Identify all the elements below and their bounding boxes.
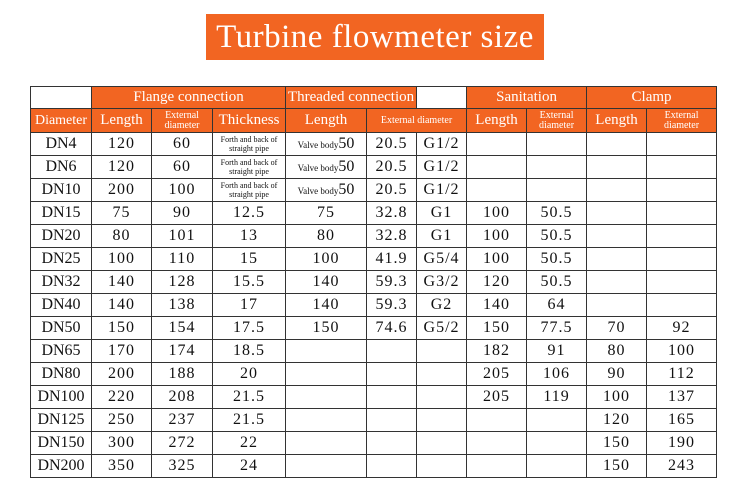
cell-flange-length: 80 [92,225,152,248]
group-blank-thread [417,87,467,109]
cell-flange-external-diameter: 90 [152,202,213,225]
cell-clamp-length: 100 [587,386,647,409]
cell-sanitation-length: 205 [467,386,527,409]
cell-sanitation-external-diameter: 91 [527,340,587,363]
valve-body-label: Valve body [297,163,339,173]
page-title: Turbine flowmeter size [206,14,544,60]
cell-flange-length: 140 [92,271,152,294]
cell-threaded-length: 140 [286,271,367,294]
cell-threaded-length [286,432,367,455]
cell-clamp-external-diameter: 92 [647,317,717,340]
cell-threaded-length [286,363,367,386]
cell-clamp-external-diameter: 243 [647,455,717,478]
cell-threaded-external-diameter [367,432,417,455]
cell-flange-external-diameter: 128 [152,271,213,294]
cell-sanitation-length [467,409,527,432]
cell-clamp-length: 120 [587,409,647,432]
cell-clamp-external-diameter [647,179,717,202]
cell-thickness: 12.5 [213,202,286,225]
cell-threaded-external-diameter: 20.5 [367,179,417,202]
group-flange: Flange connection [92,87,286,109]
cell-clamp-length: 90 [587,363,647,386]
cell-threaded-external-diameter: 32.8 [367,225,417,248]
cell-thickness: Forth and back of straight pipe [213,156,286,179]
table-row [31,225,717,248]
threaded-length-value: 50 [338,158,355,175]
cell-clamp-external-diameter [647,202,717,225]
table-row [31,432,717,455]
cell-clamp-external-diameter: 137 [647,386,717,409]
cell-sanitation-length: 205 [467,363,527,386]
cell-thread [417,340,467,363]
table-row [31,179,717,202]
group-threaded: Threaded connection [286,87,417,109]
cell-sanitation-external-diameter: 64 [527,294,587,317]
cell-sanitation-length: 140 [467,294,527,317]
cell-thickness: 17 [213,294,286,317]
header-sanitation-length: Length [467,109,527,133]
cell-threaded-length [286,455,367,478]
cell-sanitation-length [467,179,527,202]
cell-threaded-length: 75 [286,202,367,225]
cell-diameter: DN80 [31,363,92,386]
cell-thickness: 15.5 [213,271,286,294]
cell-thickness: Forth and back of straight pipe [213,179,286,202]
table-row [31,156,717,179]
cell-flange-external-diameter: 325 [152,455,213,478]
cell-sanitation-length: 150 [467,317,527,340]
cell-flange-length: 75 [92,202,152,225]
cell-threaded-length [286,340,367,363]
cell-flange-external-diameter: 60 [152,133,213,156]
cell-flange-external-diameter: 188 [152,363,213,386]
header-flange-length: Length [92,109,152,133]
cell-clamp-length [587,294,647,317]
header-flange-external-diameter: External diameter [152,109,213,133]
cell-sanitation-length [467,133,527,156]
cell-flange-length: 200 [92,363,152,386]
cell-clamp-length [587,225,647,248]
cell-clamp-length [587,202,647,225]
cell-diameter: DN25 [31,248,92,271]
cell-clamp-external-diameter: 112 [647,363,717,386]
header-sanitation-external-diameter: External diameter [527,109,587,133]
size-table [30,86,717,478]
cell-threaded-length: 100 [286,248,367,271]
cell-flange-external-diameter: 100 [152,179,213,202]
group-blank-diameter [31,87,92,109]
cell-threaded-length: 80 [286,225,367,248]
cell-sanitation-external-diameter [527,179,587,202]
cell-threaded-length [286,179,367,202]
cell-threaded-external-diameter: 32.8 [367,202,417,225]
cell-threaded-length [286,386,367,409]
cell-diameter: DN65 [31,340,92,363]
cell-threaded-length: 150 [286,317,367,340]
cell-thickness: 20 [213,363,286,386]
table-row [31,248,717,271]
cell-thickness: 21.5 [213,409,286,432]
cell-clamp-length [587,248,647,271]
cell-clamp-length: 150 [587,455,647,478]
cell-sanitation-external-diameter [527,156,587,179]
header-clamp-length: Length [587,109,647,133]
cell-sanitation-external-diameter [527,409,587,432]
cell-sanitation-external-diameter: 77.5 [527,317,587,340]
cell-thickness: 18.5 [213,340,286,363]
cell-thread: G1/2 [417,133,467,156]
cell-diameter: DN20 [31,225,92,248]
cell-diameter: DN15 [31,202,92,225]
cell-clamp-external-diameter [647,156,717,179]
cell-clamp-length: 150 [587,432,647,455]
table-row [31,271,717,294]
header-diameter: Diameter [31,109,92,133]
cell-sanitation-length: 100 [467,248,527,271]
cell-threaded-external-diameter [367,409,417,432]
cell-diameter: DN100 [31,386,92,409]
cell-sanitation-length [467,156,527,179]
cell-threaded-external-diameter [367,386,417,409]
cell-diameter: DN125 [31,409,92,432]
cell-thread: G1/2 [417,179,467,202]
cell-threaded-length: 140 [286,294,367,317]
cell-thread: G5/2 [417,317,467,340]
table-row [31,340,717,363]
title-wrap [0,14,750,60]
cell-thread: G3/2 [417,271,467,294]
cell-clamp-length [587,179,647,202]
table-row [31,386,717,409]
cell-flange-length: 170 [92,340,152,363]
cell-threaded-external-diameter: 74.6 [367,317,417,340]
cell-clamp-length [587,133,647,156]
valve-body-label: Valve body [297,140,339,150]
cell-clamp-length [587,271,647,294]
table-body [31,133,717,478]
cell-threaded-external-diameter [367,363,417,386]
header-threaded-external-diameter: External diameter [367,109,467,133]
cell-thickness: 15 [213,248,286,271]
header-thickness: Thickness [213,109,286,133]
cell-sanitation-length [467,432,527,455]
group-header-row [31,87,717,109]
cell-flange-external-diameter: 60 [152,156,213,179]
cell-flange-length: 300 [92,432,152,455]
cell-flange-length: 200 [92,179,152,202]
cell-thread: G1/2 [417,156,467,179]
cell-sanitation-length: 182 [467,340,527,363]
cell-clamp-external-diameter [647,294,717,317]
cell-clamp-external-diameter [647,225,717,248]
cell-clamp-external-diameter [647,248,717,271]
cell-clamp-length: 70 [587,317,647,340]
header-threaded-length: Length [286,109,367,133]
cell-diameter: DN200 [31,455,92,478]
cell-sanitation-external-diameter [527,133,587,156]
cell-diameter: DN6 [31,156,92,179]
cell-thread: G1 [417,202,467,225]
cell-diameter: DN10 [31,179,92,202]
threaded-length-value: 50 [338,135,355,152]
table-row [31,455,717,478]
cell-flange-length: 140 [92,294,152,317]
cell-clamp-external-diameter [647,133,717,156]
column-header-row [31,109,717,133]
cell-sanitation-external-diameter: 119 [527,386,587,409]
table-row [31,133,717,156]
cell-sanitation-length [467,455,527,478]
cell-flange-length: 250 [92,409,152,432]
cell-diameter: DN4 [31,133,92,156]
cell-thread [417,409,467,432]
cell-sanitation-external-diameter: 106 [527,363,587,386]
cell-sanitation-external-diameter: 50.5 [527,271,587,294]
cell-sanitation-external-diameter: 50.5 [527,248,587,271]
cell-flange-external-diameter: 101 [152,225,213,248]
table-row [31,317,717,340]
threaded-length-value: 50 [338,181,355,198]
cell-sanitation-length: 120 [467,271,527,294]
cell-thickness: 13 [213,225,286,248]
cell-thickness: Forth and back of straight pipe [213,133,286,156]
cell-sanitation-external-diameter: 50.5 [527,202,587,225]
cell-flange-external-diameter: 110 [152,248,213,271]
cell-thread: G5/4 [417,248,467,271]
cell-clamp-external-diameter: 190 [647,432,717,455]
cell-sanitation-length: 100 [467,225,527,248]
cell-threaded-external-diameter: 59.3 [367,294,417,317]
cell-clamp-external-diameter: 165 [647,409,717,432]
cell-flange-external-diameter: 237 [152,409,213,432]
cell-flange-external-diameter: 138 [152,294,213,317]
cell-flange-external-diameter: 272 [152,432,213,455]
cell-diameter: DN32 [31,271,92,294]
cell-thread [417,455,467,478]
group-clamp: Clamp [587,87,717,109]
cell-flange-external-diameter: 174 [152,340,213,363]
cell-flange-length: 350 [92,455,152,478]
group-sanitation: Sanitation [467,87,587,109]
cell-flange-length: 100 [92,248,152,271]
cell-thread: G1 [417,225,467,248]
cell-thickness: 24 [213,455,286,478]
table-row [31,202,717,225]
cell-threaded-length [286,156,367,179]
cell-flange-length: 220 [92,386,152,409]
cell-clamp-external-diameter: 100 [647,340,717,363]
cell-thread [417,386,467,409]
cell-thickness: 17.5 [213,317,286,340]
cell-threaded-external-diameter: 41.9 [367,248,417,271]
cell-threaded-external-diameter [367,340,417,363]
cell-diameter: DN40 [31,294,92,317]
cell-threaded-length [286,133,367,156]
cell-clamp-length: 80 [587,340,647,363]
cell-sanitation-length: 100 [467,202,527,225]
cell-threaded-external-diameter [367,455,417,478]
cell-thickness: 22 [213,432,286,455]
cell-flange-length: 150 [92,317,152,340]
cell-flange-length: 120 [92,156,152,179]
cell-thread [417,432,467,455]
cell-thread [417,363,467,386]
cell-sanitation-external-diameter [527,432,587,455]
table-row [31,409,717,432]
cell-sanitation-external-diameter: 50.5 [527,225,587,248]
cell-thread: G2 [417,294,467,317]
cell-flange-length: 120 [92,133,152,156]
valve-body-label: Valve body [297,186,339,196]
cell-threaded-external-diameter: 20.5 [367,156,417,179]
table-row [31,363,717,386]
cell-flange-external-diameter: 154 [152,317,213,340]
cell-sanitation-external-diameter [527,455,587,478]
cell-clamp-length [587,156,647,179]
cell-diameter: DN150 [31,432,92,455]
cell-thickness: 21.5 [213,386,286,409]
cell-flange-external-diameter: 208 [152,386,213,409]
table-row [31,294,717,317]
cell-clamp-external-diameter [647,271,717,294]
header-clamp-external-diameter: External diameter [647,109,717,133]
cell-threaded-external-diameter: 20.5 [367,133,417,156]
cell-threaded-length [286,409,367,432]
cell-threaded-external-diameter: 59.3 [367,271,417,294]
cell-diameter: DN50 [31,317,92,340]
